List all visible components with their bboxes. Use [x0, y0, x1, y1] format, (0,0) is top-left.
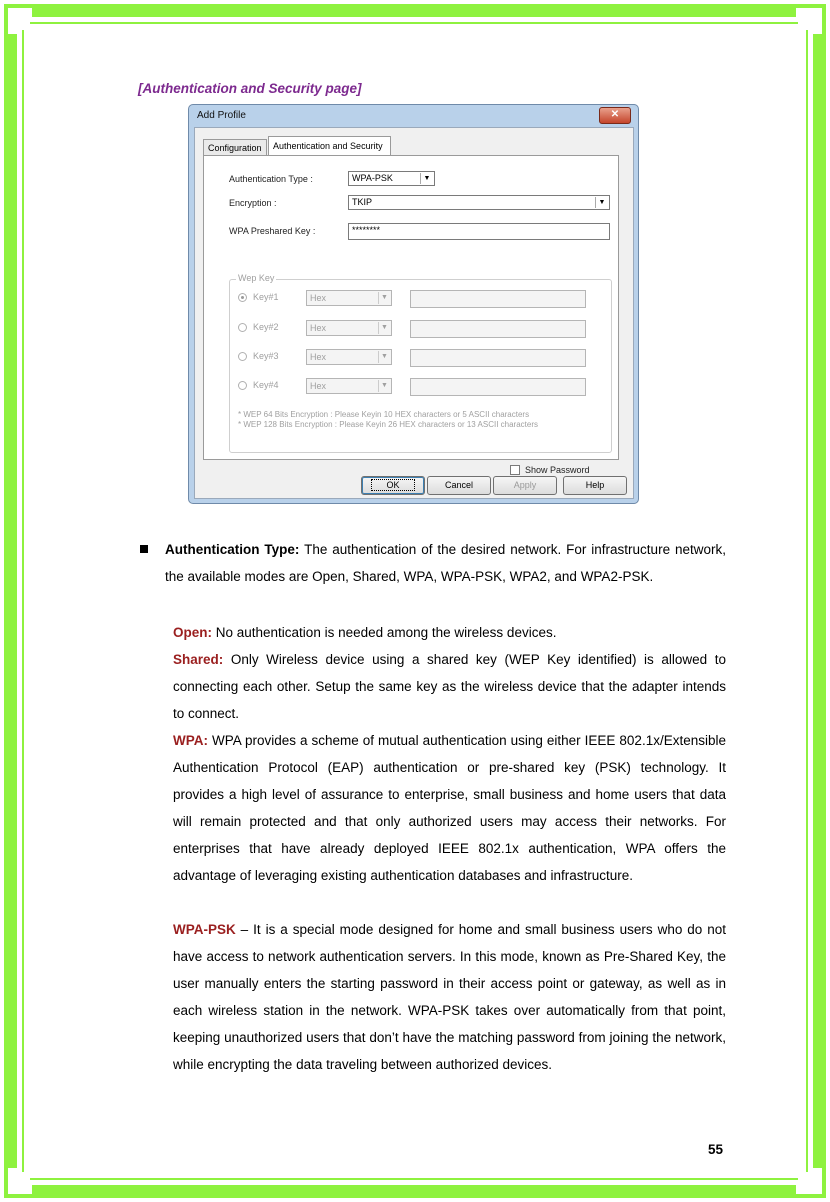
page-frame-top	[32, 4, 796, 17]
wpa-preshared-key-input[interactable]: ********	[348, 223, 610, 240]
key4-radio[interactable]	[238, 381, 247, 390]
page-frame-right	[813, 34, 826, 1168]
page-frame-left	[4, 34, 17, 1168]
shared-text: Only Wireless device using a shared key (WEP Key identified) is allowed to connecting each other. Setup the same key as the wireless device that the adapter intends to connect.	[173, 652, 726, 721]
encryption-value: TKIP	[352, 197, 373, 207]
wep-key-format-select[interactable]	[306, 290, 392, 306]
wep-key-input[interactable]	[410, 320, 586, 338]
chevron-down-icon: ▼	[595, 197, 608, 208]
cancel-button[interactable]: Cancel	[427, 476, 491, 495]
chevron-down-icon: ▼	[420, 173, 433, 184]
wep-key-input[interactable]	[410, 349, 586, 367]
help-button[interactable]: Help	[563, 476, 627, 495]
wep-key-format-value: Hex	[310, 352, 327, 362]
wep-key-row	[238, 378, 598, 396]
chevron-down-icon: ▼	[378, 292, 390, 304]
dialog-client-area	[194, 127, 634, 499]
ok-button-label: OK	[371, 479, 414, 491]
close-icon[interactable]: ✕	[599, 107, 631, 124]
wep-128-note: * WEP 128 Bits Encryption : Please Keyin 26 HEX characters or 13 ASCII characters	[238, 420, 538, 429]
wep-key-input[interactable]	[410, 378, 586, 396]
wpa-term: WPA:	[173, 733, 208, 748]
wep-key-row	[238, 320, 598, 338]
dialog-title: Add Profile	[197, 110, 246, 121]
wep-key-row	[238, 349, 598, 367]
wep-key-format-select[interactable]	[306, 378, 392, 394]
page-frame-inner-left	[22, 30, 24, 1172]
wep-key-format-value: Hex	[310, 293, 327, 303]
open-text: No authentication is needed among the wireless devices.	[212, 625, 557, 640]
page-number: 55	[708, 1142, 724, 1157]
wpa-paragraph	[173, 727, 726, 889]
frame-corner	[4, 1168, 34, 1198]
key3-radio[interactable]	[238, 352, 247, 361]
tab-configuration[interactable]: Configuration	[203, 139, 267, 156]
frame-corner	[4, 4, 34, 34]
wep-key-input[interactable]	[410, 290, 586, 308]
show-password-checkbox[interactable]	[510, 465, 520, 475]
wpa-psk-paragraph	[173, 916, 726, 1078]
wep-key-format-select[interactable]	[306, 320, 392, 336]
shared-paragraph	[173, 646, 726, 727]
ok-button[interactable]	[361, 476, 425, 495]
page-frame-inner-top	[30, 22, 798, 24]
wep-key-format-value: Hex	[310, 381, 327, 391]
frame-corner	[796, 4, 826, 34]
wpa-preshared-key-label: WPA Preshared Key :	[229, 226, 316, 236]
chevron-down-icon: ▼	[378, 380, 390, 392]
tab-panel	[203, 155, 619, 475]
wep-key-label: Key#3	[253, 351, 279, 361]
wpa-psk-term: WPA-PSK	[173, 922, 236, 937]
apply-button[interactable]: Apply	[493, 476, 557, 495]
wep-key-label: Key#4	[253, 380, 279, 390]
shared-term: Shared:	[173, 652, 224, 667]
authentication-type-label: Authentication Type :	[229, 174, 313, 184]
wep-key-label: Key#2	[253, 322, 279, 332]
add-profile-dialog	[188, 104, 639, 504]
open-paragraph	[173, 619, 726, 646]
authentication-type-paragraph	[165, 536, 726, 590]
wep-key-format-select[interactable]	[306, 349, 392, 365]
wep-key-group	[229, 273, 612, 453]
chevron-down-icon: ▼	[378, 351, 390, 363]
wpa-psk-text: – It is a special mode designed for home and small business users who do not have access to network authentication servers. In this mode, known as Pre-Shared Key, the user manually enters the starting password in their access point or gateway, as well as in each wireless station in the network. WPA-PSK takes over automatically from that point, keeping unauthorized users that don’t have the matching password from joining the network, while encrypting the data traveling between authorized devices.	[173, 922, 726, 1072]
wpa-text: WPA provides a scheme of mutual authentication using either IEEE 802.1x/Extensible Authentication Protocol (EAP) authentication or pre-shared key (PSK) technology. It provides a high level of assurance to enterprise, small business and home users that data will remain protected and that only authorized users may access their networks. For enterprises that have already deployed IEEE 802.1x authentication, WPA offers the advantage of leveraging existing authentication databases and infrastructure.	[173, 733, 726, 883]
chevron-down-icon: ▼	[378, 322, 390, 334]
wep-key-legend: Wep Key	[238, 273, 275, 283]
encryption-label: Encryption :	[229, 198, 277, 208]
authentication-type-term: Authentication Type:	[165, 542, 300, 557]
page-frame-inner-bottom	[30, 1178, 798, 1180]
wep-key-format-value: Hex	[310, 323, 327, 333]
wep-key-label: Key#1	[253, 292, 279, 302]
authentication-type-select[interactable]	[348, 171, 435, 186]
bullet-marker	[140, 545, 148, 553]
authentication-type-text: The authentication of the desired network. For infrastructure network, the available modes are Open, Shared, WPA, WPA-PSK, WPA2, and WPA2-PSK.	[165, 542, 726, 584]
frame-corner	[796, 1168, 826, 1198]
page-frame-bottom	[32, 1185, 796, 1198]
page-frame-inner-right	[806, 30, 808, 1172]
wep-key-row	[238, 290, 598, 308]
tab-authentication-and-security[interactable]: Authentication and Security	[268, 136, 391, 156]
encryption-select[interactable]	[348, 195, 610, 210]
wep-64-note: * WEP 64 Bits Encryption : Please Keyin 10 HEX characters or 5 ASCII characters	[238, 410, 530, 419]
section-heading: [Authentication and Security page]	[138, 81, 362, 96]
show-password-label: Show Password	[525, 465, 590, 475]
authentication-type-value: WPA-PSK	[352, 173, 393, 183]
key2-radio[interactable]	[238, 323, 247, 332]
open-term: Open:	[173, 625, 212, 640]
key1-radio[interactable]	[238, 293, 247, 302]
